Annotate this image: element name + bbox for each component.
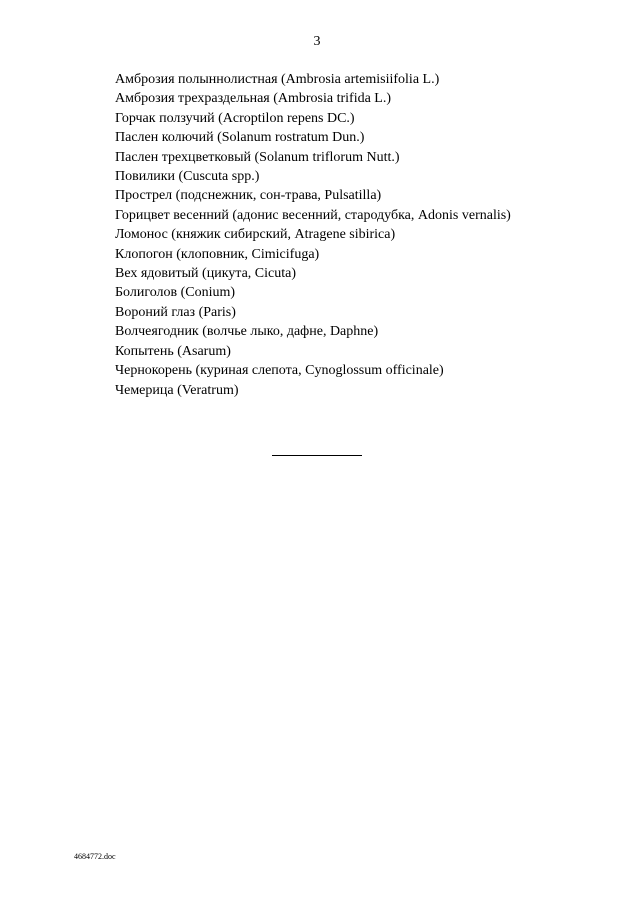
- list-item: Копытень (Asarum): [115, 343, 231, 359]
- list-item: Амброзия полыннолистная (Ambrosia artemisiifolia L.): [115, 72, 440, 87]
- plant-list: [115, 70, 511, 400]
- list-item: Вороний глаз (Paris): [115, 304, 236, 320]
- list-item: Повилики (Cuscuta spp.): [115, 169, 260, 185]
- list-item: Болиголов (Conium): [115, 285, 236, 301]
- page-number: 3: [313, 34, 321, 49]
- list-item: Чернокорень (куриная слепота, Cynoglossum officinale): [115, 363, 444, 379]
- list-item: Паслен трехцветковый (Solanum triflorum Nutt.): [115, 149, 400, 165]
- list-item: Чемерица (Veratrum): [115, 382, 239, 398]
- list-item: Паслен колючий (Solanum rostratum Dun.): [115, 130, 365, 146]
- list-item: Прострел (подснежник, сон-трава, Pulsatilla): [115, 188, 382, 204]
- footer-filename: 4684772.doc: [74, 852, 116, 861]
- list-item: Горицвет весенний (адонис весенний, стародубка, Adonis vernalis): [115, 207, 511, 223]
- list-item: Вех ядовитый (цикута, Cicuta): [115, 266, 297, 282]
- list-item: Амброзия трехраздельная (Ambrosia trifida L.): [115, 91, 392, 107]
- list-item: Ломонос (княжик сибирский, Atragene sibirica): [115, 227, 396, 243]
- list-item: Волчеягодник (волчье лыко, дафне, Daphne): [115, 324, 379, 340]
- list-item: Горчак ползучий (Acroptilon repens DC.): [115, 110, 355, 126]
- list-item: Клопогон (клоповник, Cimicifuga): [115, 246, 320, 262]
- end-divider: [272, 455, 362, 456]
